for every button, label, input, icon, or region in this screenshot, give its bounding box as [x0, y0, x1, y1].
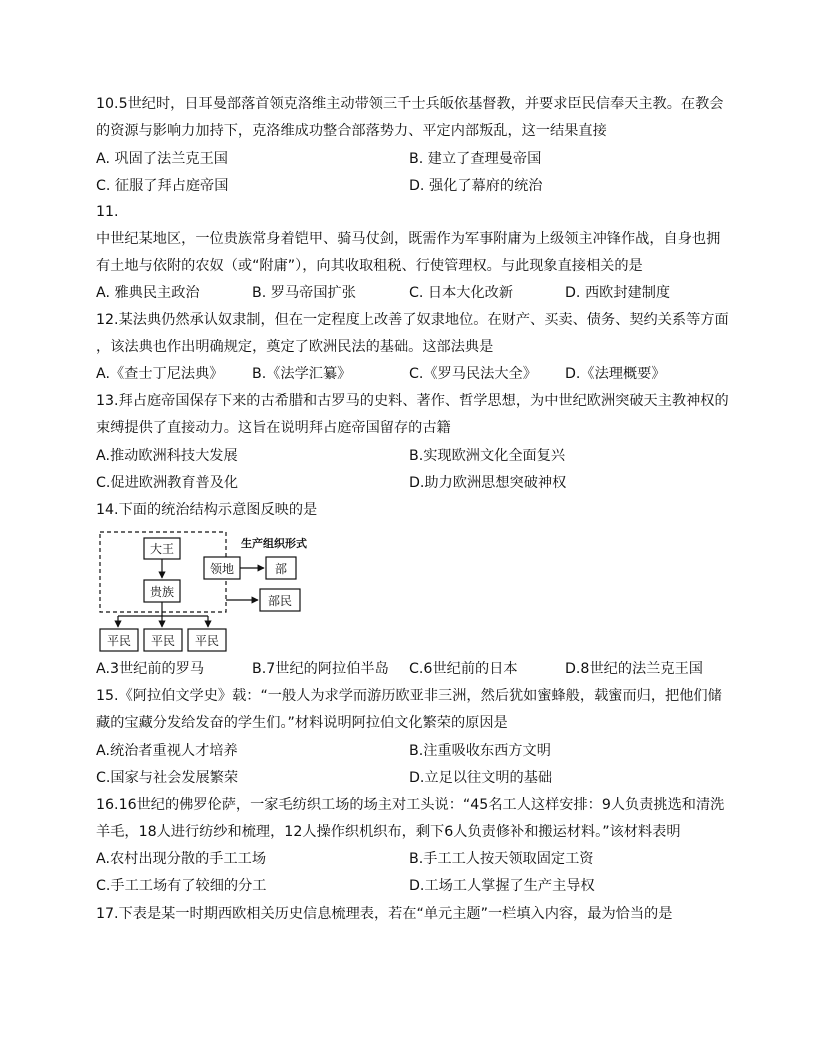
q14-option-a: A.3世纪前的罗马 [96, 661, 205, 677]
q10-option-c: C. 征服了拜占庭帝国 [96, 178, 229, 194]
q15-option-b: B.注重吸收东西方文明 [409, 743, 551, 759]
q11-option-b: B. 罗马帝国扩张 [252, 285, 356, 301]
q10-stem-line1: 10.5世纪时，日耳曼部落首领克洛维主动带领三千士兵皈依基督教，并要求臣民信奉天主教。在教会 [96, 96, 724, 112]
commoner-label-1: 平民 [106, 634, 132, 648]
q15-option-d: D.立足以往文明的基础 [409, 770, 553, 786]
diagram-title: 生产组织形式 [241, 537, 307, 550]
q10-option-b: B. 建立了查理曼帝国 [409, 151, 542, 167]
q14-option-b: B.7世纪的阿拉伯半岛 [252, 661, 389, 677]
q10-stem-line2: 的资源与影响力加持下，克洛维成功整合部落势力、平定内部叛乱，这一结果直接 [96, 123, 607, 139]
q12-option-b: B.《法学汇纂》 [252, 366, 352, 382]
q14-option-c: C.6世纪前的日本 [409, 661, 518, 677]
q13-stem-line2: 束缚提供了直接动力。这旨在说明拜占庭帝国留存的古籍 [96, 420, 451, 436]
governance-structure-diagram [96, 529, 326, 654]
noble-label: 贵族 [149, 585, 175, 599]
fief-label: 领地 [209, 562, 235, 576]
q11-stem-line2: 有土地与依附的农奴（或“附庸”），向其收取租税、行使管理权。与此现象直接相关的是 [96, 258, 643, 274]
q16-option-c: C.手工工场有了较细的分工 [96, 878, 267, 894]
q15-option-c: C.国家与社会发展繁荣 [96, 770, 239, 786]
commoner-label-3: 平民 [194, 634, 220, 648]
q13-stem-line1: 13.拜占庭帝国保存下来的古希腊和古罗马的史料、著作、哲学思想，为中世纪欧洲突破天主教神权的 [96, 393, 729, 409]
q12-option-c: C.《罗马民法大全》 [409, 366, 537, 382]
q11-number: 11. [96, 204, 119, 220]
q16-option-a: A.农村出现分散的手工工场 [96, 851, 267, 867]
q11-option-a: A. 雅典民主政治 [96, 285, 200, 301]
commoner-label-2: 平民 [150, 634, 176, 648]
q13-option-d: D.助力欧洲思想突破神权 [409, 475, 567, 491]
bu-label: 部 [274, 562, 288, 576]
q12-stem-line1: 12.某法典仍然承认奴隶制，但在一定程度上改善了奴隶地位。在财产、买卖、债务、契约关系等方面 [96, 312, 729, 328]
q10-option-d: D. 强化了幕府的统治 [409, 178, 543, 194]
q11-option-c: C. 日本大化改新 [409, 285, 514, 301]
q14-stem: 14.下面的统治结构示意图反映的是 [96, 502, 318, 518]
q12-option-d: D.《法理概要》 [565, 366, 666, 382]
q12-option-a: A.《查士丁尼法典》 [96, 366, 224, 382]
q13-option-a: A.推动欧洲科技大发展 [96, 448, 238, 464]
q16-stem-line2: 羊毛，18人进行纺纱和梳理，12人操作织机织布，剩下6人负责修补和搬运材料。”该材料表明 [96, 824, 681, 840]
q16-stem-line1: 16.16世纪的佛罗伦萨，一家毛纺织工场的场主对工头说：“45名工人这样安排：9人负责挑选和清洗 [96, 797, 725, 813]
q17-stem: 17.下表是某一时期西欧相关历史信息梳理表，若在“单元主题”一栏填入内容，最为恰当的是 [96, 906, 673, 922]
q13-option-c: C.促进欧洲教育普及化 [96, 475, 239, 491]
q13-option-b: B.实现欧洲文化全面复兴 [409, 448, 566, 464]
bumin-label: 部民 [267, 594, 293, 608]
q15-stem-line1: 15.《阿拉伯文学史》载：“一般人为求学而游历欧亚非三洲，然后犹如蜜蜂般，载蜜而归，把他们储 [96, 688, 722, 704]
q16-option-d: D.工场工人掌握了生产主导权 [409, 878, 595, 894]
q11-option-d: D. 西欧封建制度 [565, 285, 671, 301]
q14-option-d: D.8世纪的法兰克王国 [565, 661, 703, 677]
q11-stem-line1: 中世纪某地区，一位贵族常身着铠甲、骑马仗剑，既需作为军事附庸为上级领主冲锋作战，自身也拥 [96, 231, 721, 247]
q15-option-a: A.统治者重视人才培养 [96, 743, 238, 759]
q10-option-a: A. 巩固了法兰克王国 [96, 151, 228, 167]
q12-stem-line2: ，该法典也作出明确规定，奠定了欧洲民法的基础。这部法典是 [96, 339, 494, 355]
q15-stem-line2: 藏的宝藏分发给发奋的学生们。”材料说明阿拉伯文化繁荣的原因是 [96, 715, 508, 731]
q16-option-b: B.手工工人按天领取固定工资 [409, 851, 594, 867]
king-label: 大王 [149, 542, 175, 556]
